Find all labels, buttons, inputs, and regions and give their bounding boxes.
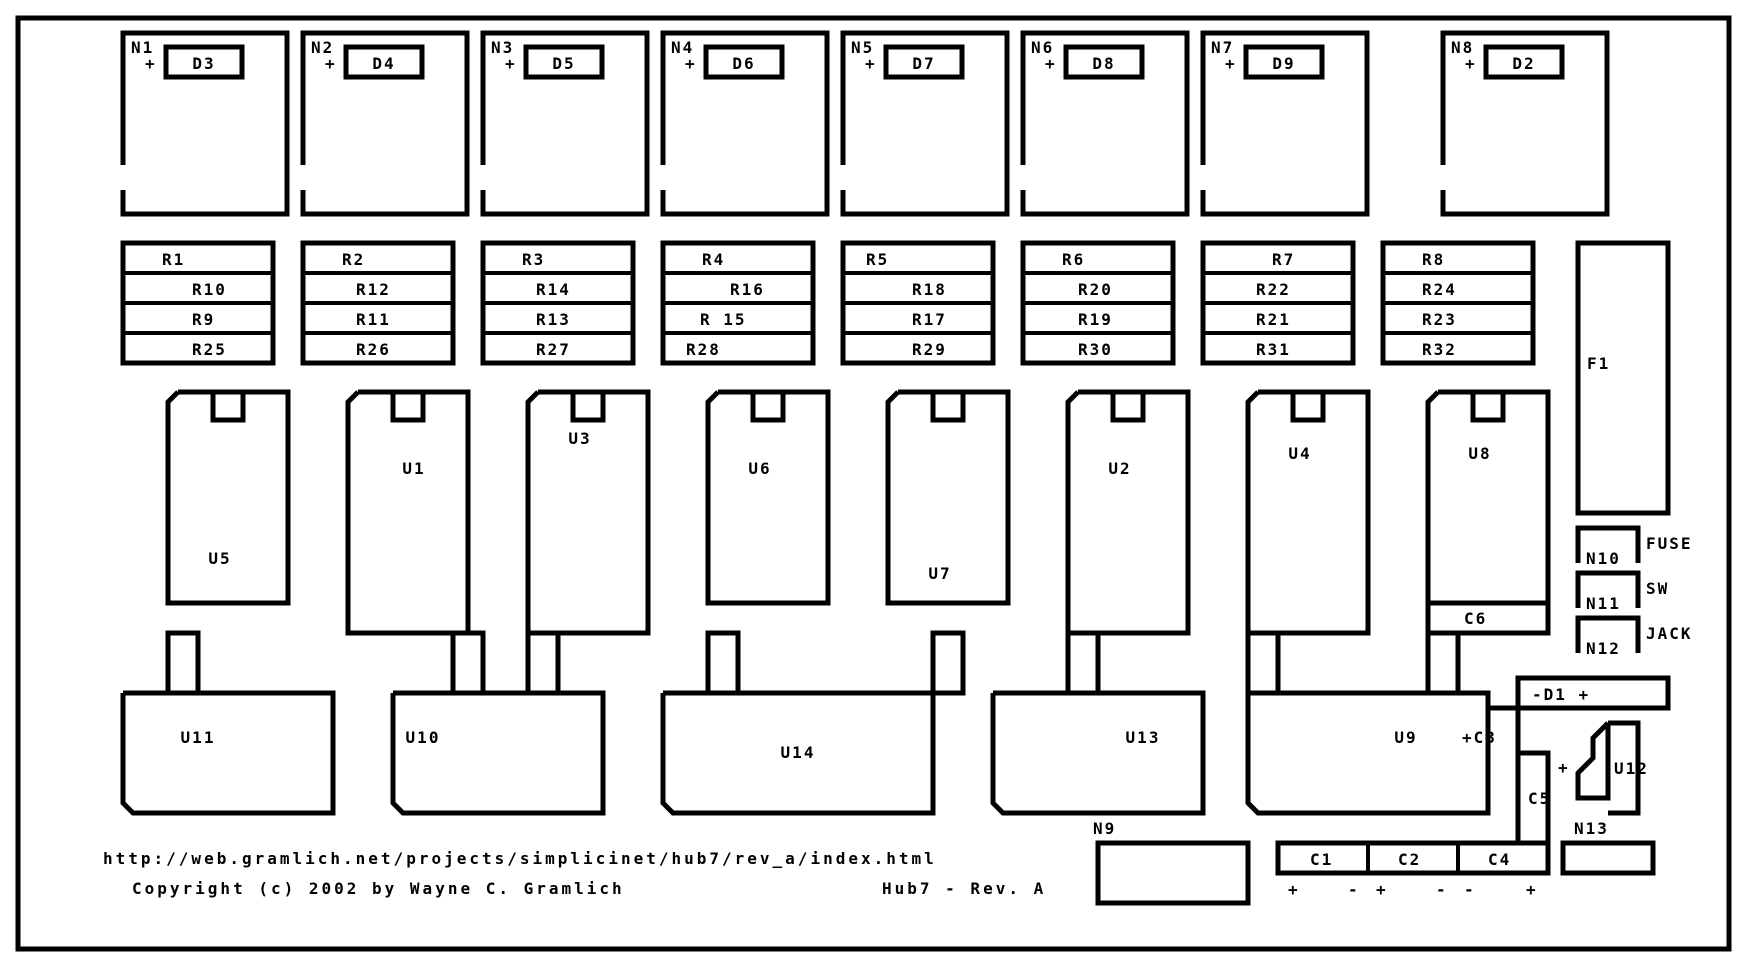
capacitor-c5: [1518, 753, 1570, 843]
resistor-bank-2: [303, 243, 453, 363]
connector-n13: [1563, 819, 1653, 873]
resistor-bank-7: [1203, 243, 1353, 363]
resistor-label: R27: [536, 340, 571, 359]
connector-n9: [1093, 819, 1248, 903]
polarity-mark: +: [1288, 880, 1300, 899]
resistor-label: R10: [192, 280, 227, 299]
capacitor-label: C5: [1528, 789, 1552, 808]
regulator-u12: [1578, 723, 1649, 813]
chip-label: U3: [568, 429, 592, 448]
copyright-text: Copyright (c) 2002 by Wayne C. Gramlich: [132, 879, 625, 898]
chip-u5: [168, 392, 288, 603]
resistor-label: R18: [912, 280, 947, 299]
resistor-label: R2: [342, 250, 366, 269]
resistor-label: R19: [1078, 310, 1113, 329]
polarity-mark: -: [1348, 880, 1360, 899]
connector-ref: N9: [1093, 819, 1117, 838]
connector-ref: N12: [1586, 639, 1621, 658]
chip-label: U6: [748, 459, 772, 478]
board-outline: [18, 18, 1729, 949]
chip-u3: [528, 392, 648, 633]
connector-n10: [1578, 528, 1693, 568]
connector-n12: [1578, 618, 1693, 658]
capacitor-label: C6: [1464, 609, 1488, 628]
resistor-label: R13: [536, 310, 571, 329]
connector-n3: [483, 33, 647, 214]
connector-function-label: JACK: [1646, 624, 1693, 643]
capacitor-label: C2: [1398, 850, 1422, 869]
resistor-label: R12: [356, 280, 391, 299]
chip-u1: [348, 392, 468, 633]
regulator-u14: [663, 633, 963, 813]
connector-ref: N1: [131, 38, 155, 57]
chip-u6: [708, 392, 828, 603]
plus-mark: +: [865, 54, 877, 73]
plus-mark: +: [145, 54, 157, 73]
polarity-mark: +: [1526, 880, 1538, 899]
connector-ref: N6: [1031, 38, 1055, 57]
resistor-label: R28: [686, 340, 721, 359]
connector-ref: N13: [1574, 819, 1609, 838]
regulator-label: U13: [1125, 728, 1161, 747]
plus-mark: +: [505, 54, 517, 73]
plus-mark: +: [1465, 54, 1477, 73]
resistor-label: R21: [1256, 310, 1291, 329]
capacitor-label: C4: [1488, 850, 1512, 869]
revision-label: Hub7 - Rev. A: [882, 879, 1047, 898]
regulator-u13: [993, 633, 1203, 813]
chip-u8: [1428, 392, 1548, 603]
led-label: D4: [372, 54, 396, 73]
regulator-u10: [393, 633, 603, 813]
connector-n5: [843, 33, 1007, 214]
resistor-label: R 15: [700, 310, 747, 329]
regulator-label: U10: [405, 728, 441, 747]
chip-label: U8: [1468, 444, 1492, 463]
diode-label: -D1 +: [1532, 685, 1591, 704]
led-label: D7: [912, 54, 936, 73]
plus-mark: +: [685, 54, 697, 73]
regulator-u11: [123, 633, 333, 813]
connector-n11: [1578, 573, 1669, 613]
led-label: D2: [1512, 54, 1536, 73]
regulator-u9: [1248, 633, 1488, 813]
connector-n2: [303, 33, 467, 214]
capacitor-label: +C3: [1462, 728, 1497, 747]
capacitor-c6: [1428, 603, 1548, 633]
connector-ref: N2: [311, 38, 335, 57]
resistor-label: R8: [1422, 250, 1446, 269]
resistor-label: R24: [1422, 280, 1457, 299]
capacitor-label: C1: [1310, 850, 1334, 869]
chip-label: U5: [208, 549, 232, 568]
plus-mark: +: [325, 54, 337, 73]
resistor-label: R31: [1256, 340, 1291, 359]
resistor-label: R32: [1422, 340, 1457, 359]
fuse-f1: [1578, 243, 1668, 513]
plus-mark: +: [1045, 54, 1057, 73]
polarity-mark: -: [1436, 880, 1448, 899]
resistor-label: R7: [1272, 250, 1296, 269]
resistor-bank-4: [663, 243, 813, 363]
resistor-label: R30: [1078, 340, 1113, 359]
led-label: D5: [552, 54, 576, 73]
connector-n6: [1023, 33, 1187, 214]
connector-n7: [1203, 33, 1367, 214]
connector-ref: N3: [491, 38, 515, 57]
connector-n8: [1443, 33, 1607, 214]
regulator-label: U9: [1394, 728, 1418, 747]
connector-function-label: SW: [1646, 579, 1670, 598]
regulator-label: U12: [1614, 759, 1649, 778]
resistor-label: R22: [1256, 280, 1291, 299]
resistor-label: R14: [536, 280, 571, 299]
chip-label: U2: [1108, 459, 1132, 478]
led-label: D9: [1272, 54, 1296, 73]
led-label: D3: [192, 54, 216, 73]
resistor-label: R20: [1078, 280, 1113, 299]
plus-mark: +: [1558, 758, 1570, 777]
resistor-bank-3: [483, 243, 633, 363]
chip-label: U4: [1288, 444, 1312, 463]
connector-ref: N4: [671, 38, 695, 57]
resistor-label: R11: [356, 310, 391, 329]
resistor-label: R23: [1422, 310, 1457, 329]
chip-label: U1: [402, 459, 426, 478]
resistor-bank-1: [123, 243, 273, 363]
polarity-mark: -: [1464, 880, 1476, 899]
resistor-label: R5: [866, 250, 890, 269]
fuse-label: F1: [1587, 354, 1611, 373]
resistor-bank-5: [843, 243, 993, 363]
connector-ref: N8: [1451, 38, 1475, 57]
chip-label: U7: [928, 564, 952, 583]
connector-ref: N7: [1211, 38, 1235, 57]
connector-n4: [663, 33, 827, 214]
polarity-mark: +: [1376, 880, 1388, 899]
connector-n1: [123, 33, 287, 214]
connector-ref: N10: [1586, 549, 1621, 568]
connector-ref: N5: [851, 38, 875, 57]
project-url: http://web.gramlich.net/projects/simplicinet/hub7/rev_a/index.html: [103, 849, 937, 868]
led-label: D6: [732, 54, 756, 73]
regulator-label: U11: [180, 728, 216, 747]
regulator-label: U14: [780, 743, 816, 762]
chip-u2: [1068, 392, 1188, 633]
resistor-label: R25: [192, 340, 227, 359]
resistor-label: R16: [730, 280, 765, 299]
plus-mark: +: [1225, 54, 1237, 73]
resistor-label: R9: [192, 310, 216, 329]
resistor-label: R4: [702, 250, 726, 269]
resistor-label: R1: [162, 250, 186, 269]
capacitor-strip: [1278, 843, 1548, 899]
resistor-label: R26: [356, 340, 391, 359]
resistor-label: R6: [1062, 250, 1086, 269]
chip-u7: [888, 392, 1008, 603]
connector-function-label: FUSE: [1646, 534, 1693, 553]
chip-u4: [1248, 392, 1368, 633]
resistor-label: R29: [912, 340, 947, 359]
resistor-label: R17: [912, 310, 947, 329]
resistor-label: R3: [522, 250, 546, 269]
led-label: D8: [1092, 54, 1116, 73]
diode-d1: [1518, 678, 1668, 708]
resistor-bank-8: [1383, 243, 1533, 363]
connector-ref: N11: [1586, 594, 1621, 613]
resistor-bank-6: [1023, 243, 1173, 363]
